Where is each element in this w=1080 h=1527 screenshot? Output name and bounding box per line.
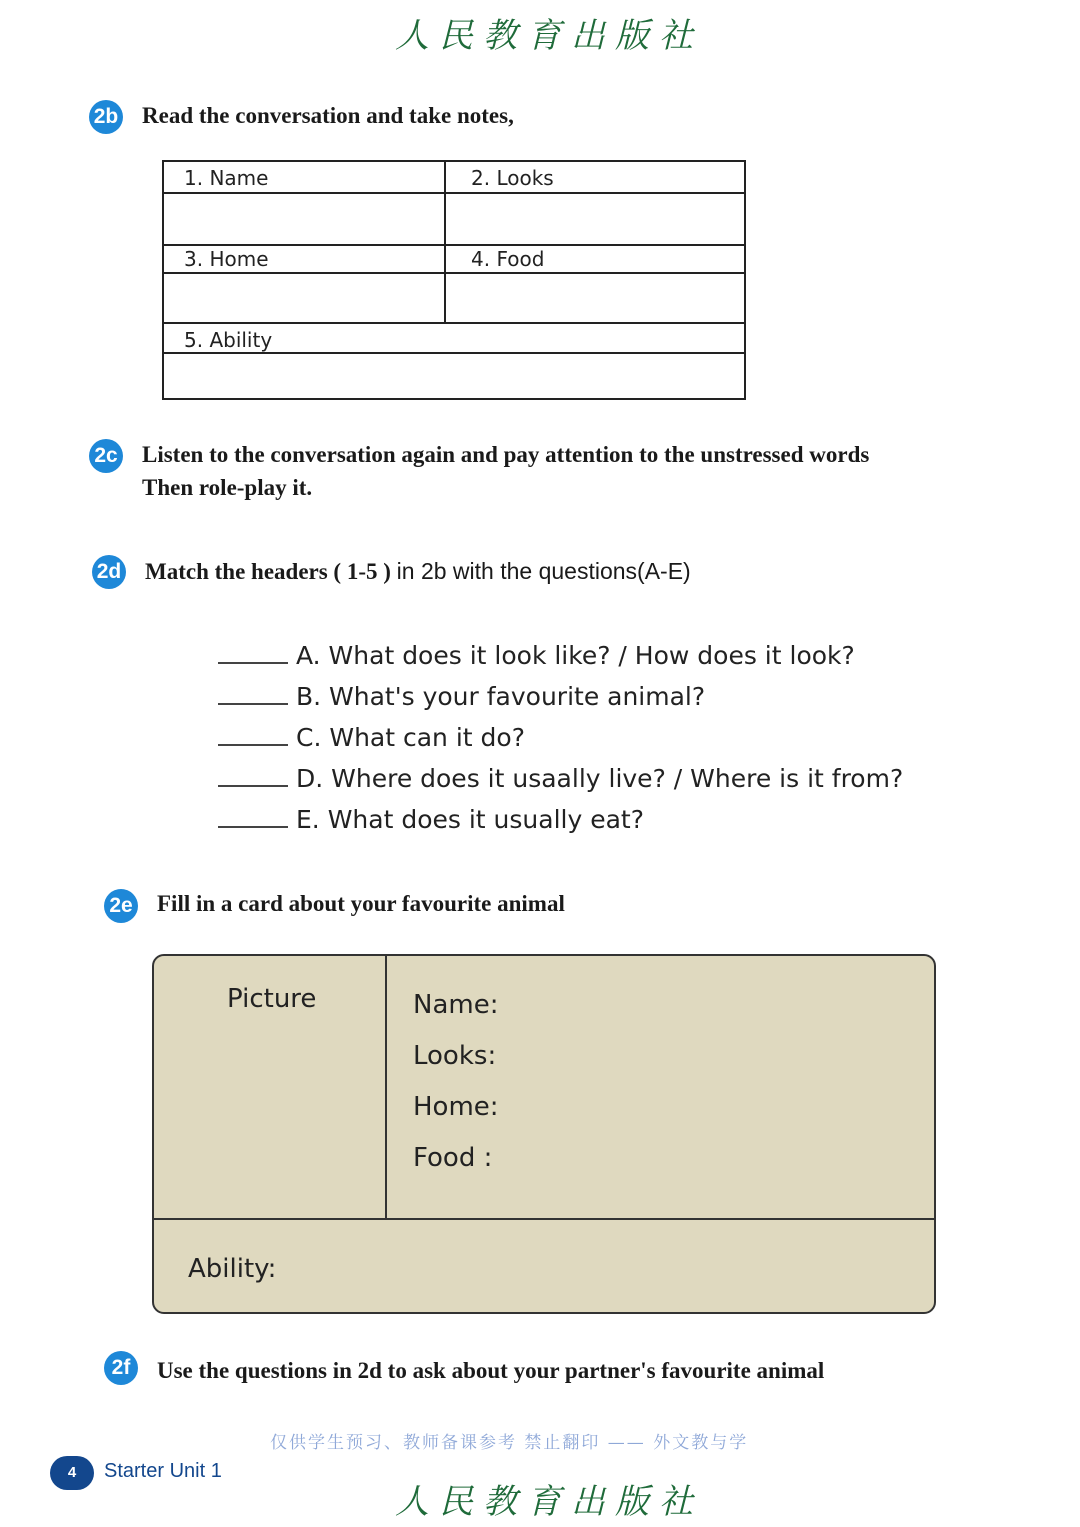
- question-row: [218, 679, 705, 720]
- unit-label: Starter Unit 1: [104, 1460, 222, 1482]
- question-text: E. What does it usually eat?: [296, 805, 644, 834]
- instruction-2c-tail: unstressed words: [700, 442, 870, 467]
- instruction-2c-line2: Then role-play it.: [142, 475, 313, 500]
- question-text: C. What can it do?: [296, 723, 525, 752]
- question-row: [218, 761, 903, 802]
- table-column-divider: [444, 162, 446, 322]
- instruction-2f: Use the questions in 2d to ask about your partner's favourite animal: [157, 1358, 825, 1383]
- section-badge-2d: 2d: [92, 555, 126, 589]
- answer-blank[interactable]: [218, 720, 288, 746]
- table-divider: [164, 192, 744, 194]
- question-row: [218, 802, 644, 843]
- table-divider: [164, 352, 744, 354]
- card-divider: [154, 1218, 934, 1220]
- instruction-2e: Fill in a card about your favourite animal: [157, 891, 565, 916]
- answer-blank[interactable]: [218, 638, 288, 664]
- publisher-logo: 人民教育出版社: [395, 16, 703, 56]
- question-row: [218, 720, 525, 761]
- section-badge-2f: 2f: [104, 1351, 138, 1385]
- card-name-label: Name:: [413, 990, 499, 1020]
- answer-blank[interactable]: [218, 679, 288, 705]
- cell-name: 1. Name: [184, 166, 269, 190]
- notes-table: [162, 160, 746, 400]
- table-divider: [164, 272, 744, 274]
- question-text: A. What does it look like? / How does it look?: [296, 641, 855, 670]
- instruction-2c-line1: [142, 442, 869, 468]
- question-row: [218, 638, 855, 679]
- instruction-2d-serif: Match the headers ( 1-5 ): [145, 559, 391, 584]
- card-looks-label: Looks:: [413, 1041, 497, 1071]
- page-number: 4: [50, 1456, 94, 1490]
- instruction-2b: Read the conversation and take notes,: [142, 103, 514, 128]
- instruction-2d: [145, 558, 691, 585]
- card-divider: [385, 956, 387, 1218]
- section-badge-2b: 2b: [89, 100, 123, 134]
- question-text: B. What's your favourite animal?: [296, 682, 706, 711]
- animal-card: [152, 954, 936, 1314]
- card-ability-label: Ability:: [188, 1254, 277, 1284]
- publisher-logo-footer: 人民教育出版社: [395, 1482, 703, 1522]
- answer-blank[interactable]: [218, 761, 288, 787]
- question-text: D. Where does it usaally live? / Where is it from?: [296, 764, 904, 793]
- section-badge-2e: 2e: [104, 889, 138, 923]
- section-badge-2c: 2c: [89, 439, 123, 473]
- cell-home: 3. Home: [184, 247, 269, 271]
- card-home-label: Home:: [413, 1092, 499, 1122]
- card-food-label: Food :: [413, 1143, 493, 1173]
- instruction-2d-sans: in 2b with the questions(A-E): [396, 558, 691, 584]
- footer-note: 仅供学生预习、教师备课参考 禁止翻印 —— 外文教与学: [270, 1433, 749, 1453]
- cell-ability: 5. Ability: [184, 328, 273, 352]
- cell-food: 4. Food: [471, 247, 545, 271]
- cell-looks: 2. Looks: [471, 166, 554, 190]
- card-picture-label: Picture: [227, 984, 317, 1014]
- answer-blank[interactable]: [218, 802, 288, 828]
- table-divider: [164, 322, 744, 324]
- instruction-2c-text: Listen to the conversation again and pay attention to the: [142, 442, 695, 467]
- table-divider: [164, 244, 744, 246]
